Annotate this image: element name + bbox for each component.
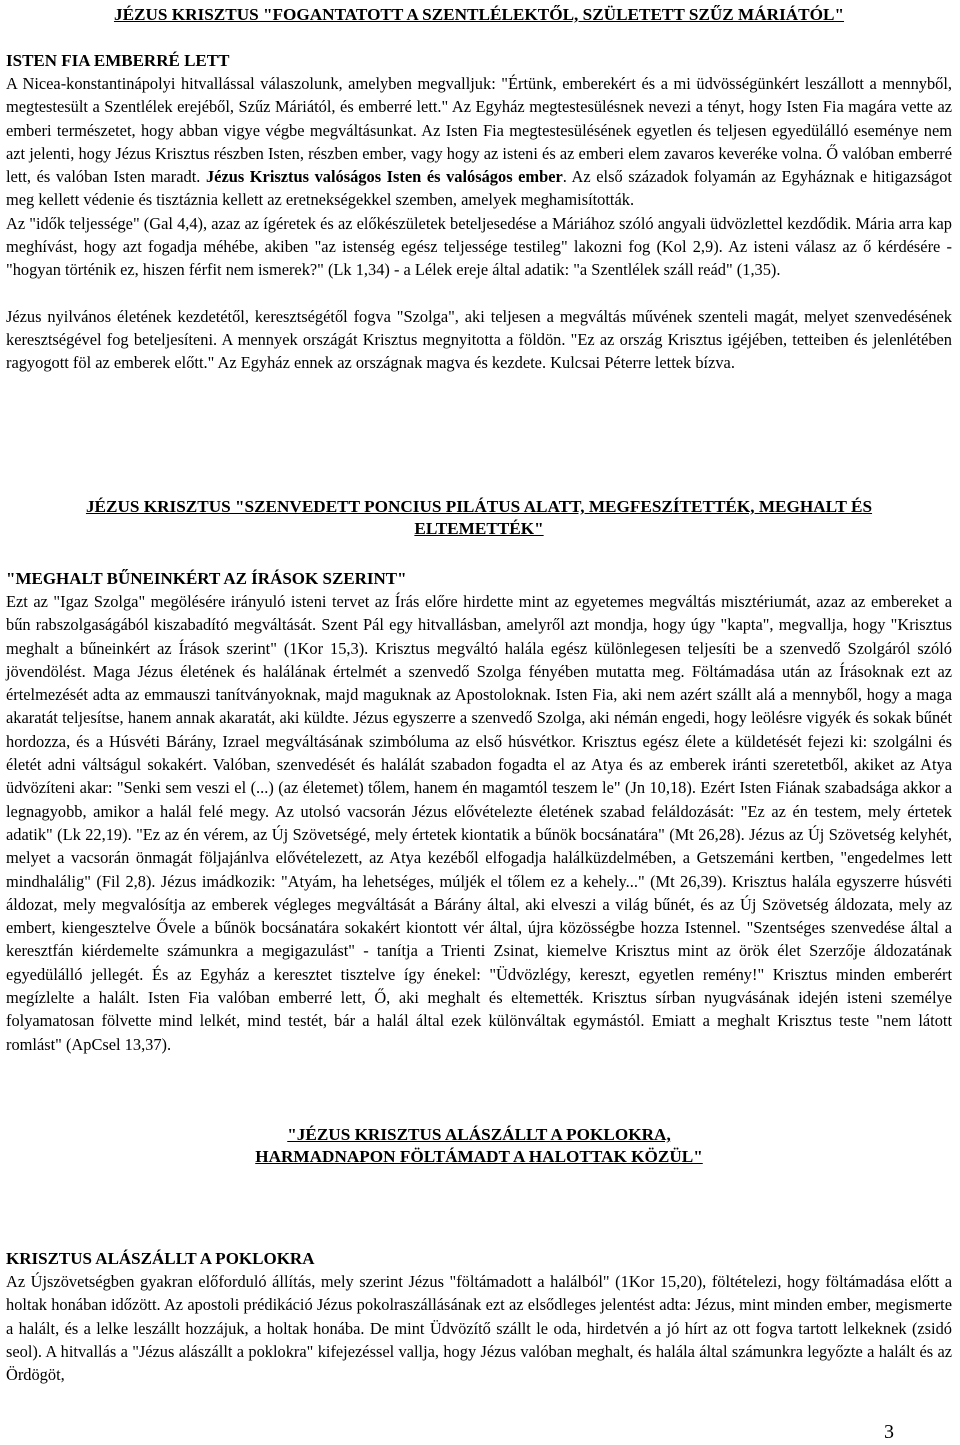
paragraph: Ezt az "Igaz Szolga" megölésére irányuló isteni tervet az Írás előre hirdette mint az egyetemes megváltás misztériumát, azaz az embereket a bűn rabszolgaságából kiszabadító megváltását. Szent Pál egy hitvallásban, amelyről azt mondja, hogy úgy "kapta", megvallja, hogy "Krisztus meghalt a bűneinkért az Írások szerint" (1Kor 15,3). Krisztus megváltó halála egész különlegesen teljesíti be a szenvedő Szolgáról szóló jövendölést. Maga Jézus életének és halálának értelmét a szenvedő Szolga fényében mutatta meg. Föltámadása után az Írásoknak ezt az értelmezését adta az emmauszi tanítványoknak, majd maguknak az Apostoloknak. Isten Fia, aki nem azért szállt alá a mennyből, hogy a maga akaratát teljesítse, hanem annak akaratát, aki küldte. Jézus egyszerre a szenvedő Szolga, aki némán engedi, hogy leölésre vigyék és sokak bűnét hordozza, és a Húsvéti Bárány, Izrael megváltásának szimbóluma az első húsvétkor. Krisztus egész élete a küldetését fejezi ki: szolgálni és életét adni váltságul sokakért. Valóban, szenvedését és halálát szabadon fogadta el az Atya és az emberek iránti szeretetből, akiket az Atya üdvözíteni akar: "Senki sem veszi el (...) (az életemet) tőlem, hanem én magamtól teszem le" (Jn 10,18). Ezért Isten Fiának szabadsága akkor a legnagyobb, amikor a halál felé megy. Az utolsó vacsorán Jézus elővételezte életének szabad feláldozását: "Ez az én testem, mely értetek adatik" (Lk 22,19). "Ez az én vérem, az Új Szövetségé, mely értetek kiontatik a bűnök bocsánatára" (Mt 26,28). Jézus az Új Szövetség kelyhét, melyet a vacsorán önmagát följajánlva elővételezett, az Atya kezéből elfogadja halálküzdelmében, a Getszemáni kertben, "engedelmes lett mindhalálig" (Fil 2,8). Jézus imádkozik: "Atyám, ha lehetséges, múljék el tőlem ez a kehely..." (Mt 26,39). Krisztus halála egyszerre húsvéti áldozat, mely megvalósítja az emberek végleges megváltását a Bárány által, aki elveszi a világ bűnét, és az Új Szövetség áldozata, mely az embert, kiengesztelve Ővele a bűnök bocsánatára sokakért kiontott vér által, újra közösségbe hozza Istennel. "Szentséges szenvedése által a keresztfán kiérdemelte számunkra a megigazulást" - tanítja a Trienti Zsinat, kiemelve Krisztus mint az örök élet Szerzője áldozatának egyedülálló jellegét. És az Egyház a keresztet tisztelve így énekel: "Üdvözlégy, kereszt, egyetlen remény!" Krisztus minden emberért megízlelte a halált. Isten Fia valóban emberré lett, Ő, aki meghalt és eltemették. Krisztus sírban nyugvásának idején isteni személye folyamatosan fölvette mind lelkét, mind testét, bár a halál által ezek különváltak egymástól. Emiatt a meghalt Krisztus teste "nem látott romlást" (ApCsel 13,37). (6, 592, 952, 1054)
paragraph-bold: Jézus Krisztus valóságos Isten és valóságos ember (205, 167, 563, 187)
title-line: "JÉZUS KRISZTUS ALÁSZÁLLT A POKLOKRA, (287, 1125, 671, 1144)
paragraph: Jézus nyilvános életének kezdetétől, keresztségétől fogva "Szolga", aki teljesen a megváltás művének szenteli magát, melyet szenvedésének keresztségével fog beteljesíteni. A mennyek országát Krisztus megnyitotta a földön. "Ez az ország Krisztus igéjében, tetteiben és jelenlétében ragyogott föl az emberek előtt." Az Egyház ennek az országnak magva és kezdete. Kulcsai Péterre lettek bízva. (6, 306, 952, 373)
section-title: JÉZUS KRISZTUS "FOGANTATOTT A SZENTLÉLEKTŐL, SZÜLETETT SZŰZ MÁRIÁTÓL" (113, 5, 845, 24)
section-subtitle: "MEGHALT BŰNEINKÉRT AZ ÍRÁSOK SZERINT" (6, 569, 407, 588)
section3-body (6, 1270, 952, 1386)
title-line: HARMADNAPON FÖLTÁMADT A HALOTTAK KÖZÜL" (255, 1147, 703, 1166)
paragraph-text: A Nicea-konstantinápolyi hitvallással válaszolunk, amelyben megvalljuk: "Értünk, emberekért és a mi üdvösségünkért leszállott a mennyből, megtestesült a Szentlélek erejéből, Szűz Máriától, és emberré lett." Az Egyház megtestesülésnek nevezi a tényt, hogy Isten Fia magára vette az emberi természetet, hogy abban vigye végbe megváltásunkat. Az Isten Fia megtestesülésének egyetlen és teljesen egyedülálló eseménye nem azt jelenti, hogy Jézus Krisztus részben Isten, részben ember, vagy hogy az isteni és az emberi elem zavaros keveréke volna. Ő valóban emberré lett, és valóban Isten maradt. (6, 74, 952, 187)
section-title (6, 496, 952, 540)
paragraph: Az Újszövetségben gyakran előforduló állítás, mely szerint Jézus "föltámadott a halálból" (1Kor 15,20), föltételezi, hogy föltámadása előtt a holtak honában időzött. Az apostoli prédikáció Jézus pokolraszállásának ezt az elsődleges jelentést adta: Jézus, mint minden ember, megismerte a halált, és a lelke leszállt hozzájuk, a holtak honába. De mint Üdvözítő szállt le oda, hirdetvén a jó hírt az ott fogva tartott lelkeknek (zsidó seol). A hitvallás a "Jézus alászállt a poklokra" kifejezéssel vallja, hogy Jézus valóban meghalt, és halála által számunkra legyőzte a halált és az Ördögöt, (6, 1272, 952, 1385)
paragraph: Az "idők teljessége" (Gal 4,4), azaz az ígéretek és az előkészületek beteljesedése a Máriához szóló angyali üdvözlettel kezdődik. Mária arra kap meghívást, hogy azt fogadja méhébe, akiben "az istenség egész teljessége testileg" lakozni fog (Kol 2,9). Az isteni válasz az ő kérdésére - "hogyan történik ez, hiszen férfit nem ismerek?" (Lk 1,34) - a Lélek ereje által adatik: "a Szentlélek száll reád" (1,35). (6, 213, 952, 280)
section-title (6, 1124, 952, 1168)
paragraph (6, 72, 952, 212)
title-line: JÉZUS KRISZTUS "SZENVEDETT PONCIUS PILÁTUS ALATT, MEGFESZÍTETTÉK, MEGHALT ÉS (85, 497, 873, 516)
paragraph-text: . Az első századok folyamán az Egyháznak e hitigazságot meg kellett védenie és tisztáznia kellett az eretnekségekkel szemben, amelyek meghamisították. (6, 167, 952, 210)
section2-body (6, 590, 952, 1056)
section-subtitle: ISTEN FIA EMBERRÉ LETT (6, 51, 230, 70)
title-line: ELTEMETTÉK" (414, 519, 544, 538)
section1-body (6, 72, 952, 375)
page-number: 3 (884, 1421, 894, 1443)
section-subtitle: KRISZTUS ALÁSZÁLLT A POKLOKRA (6, 1249, 315, 1268)
